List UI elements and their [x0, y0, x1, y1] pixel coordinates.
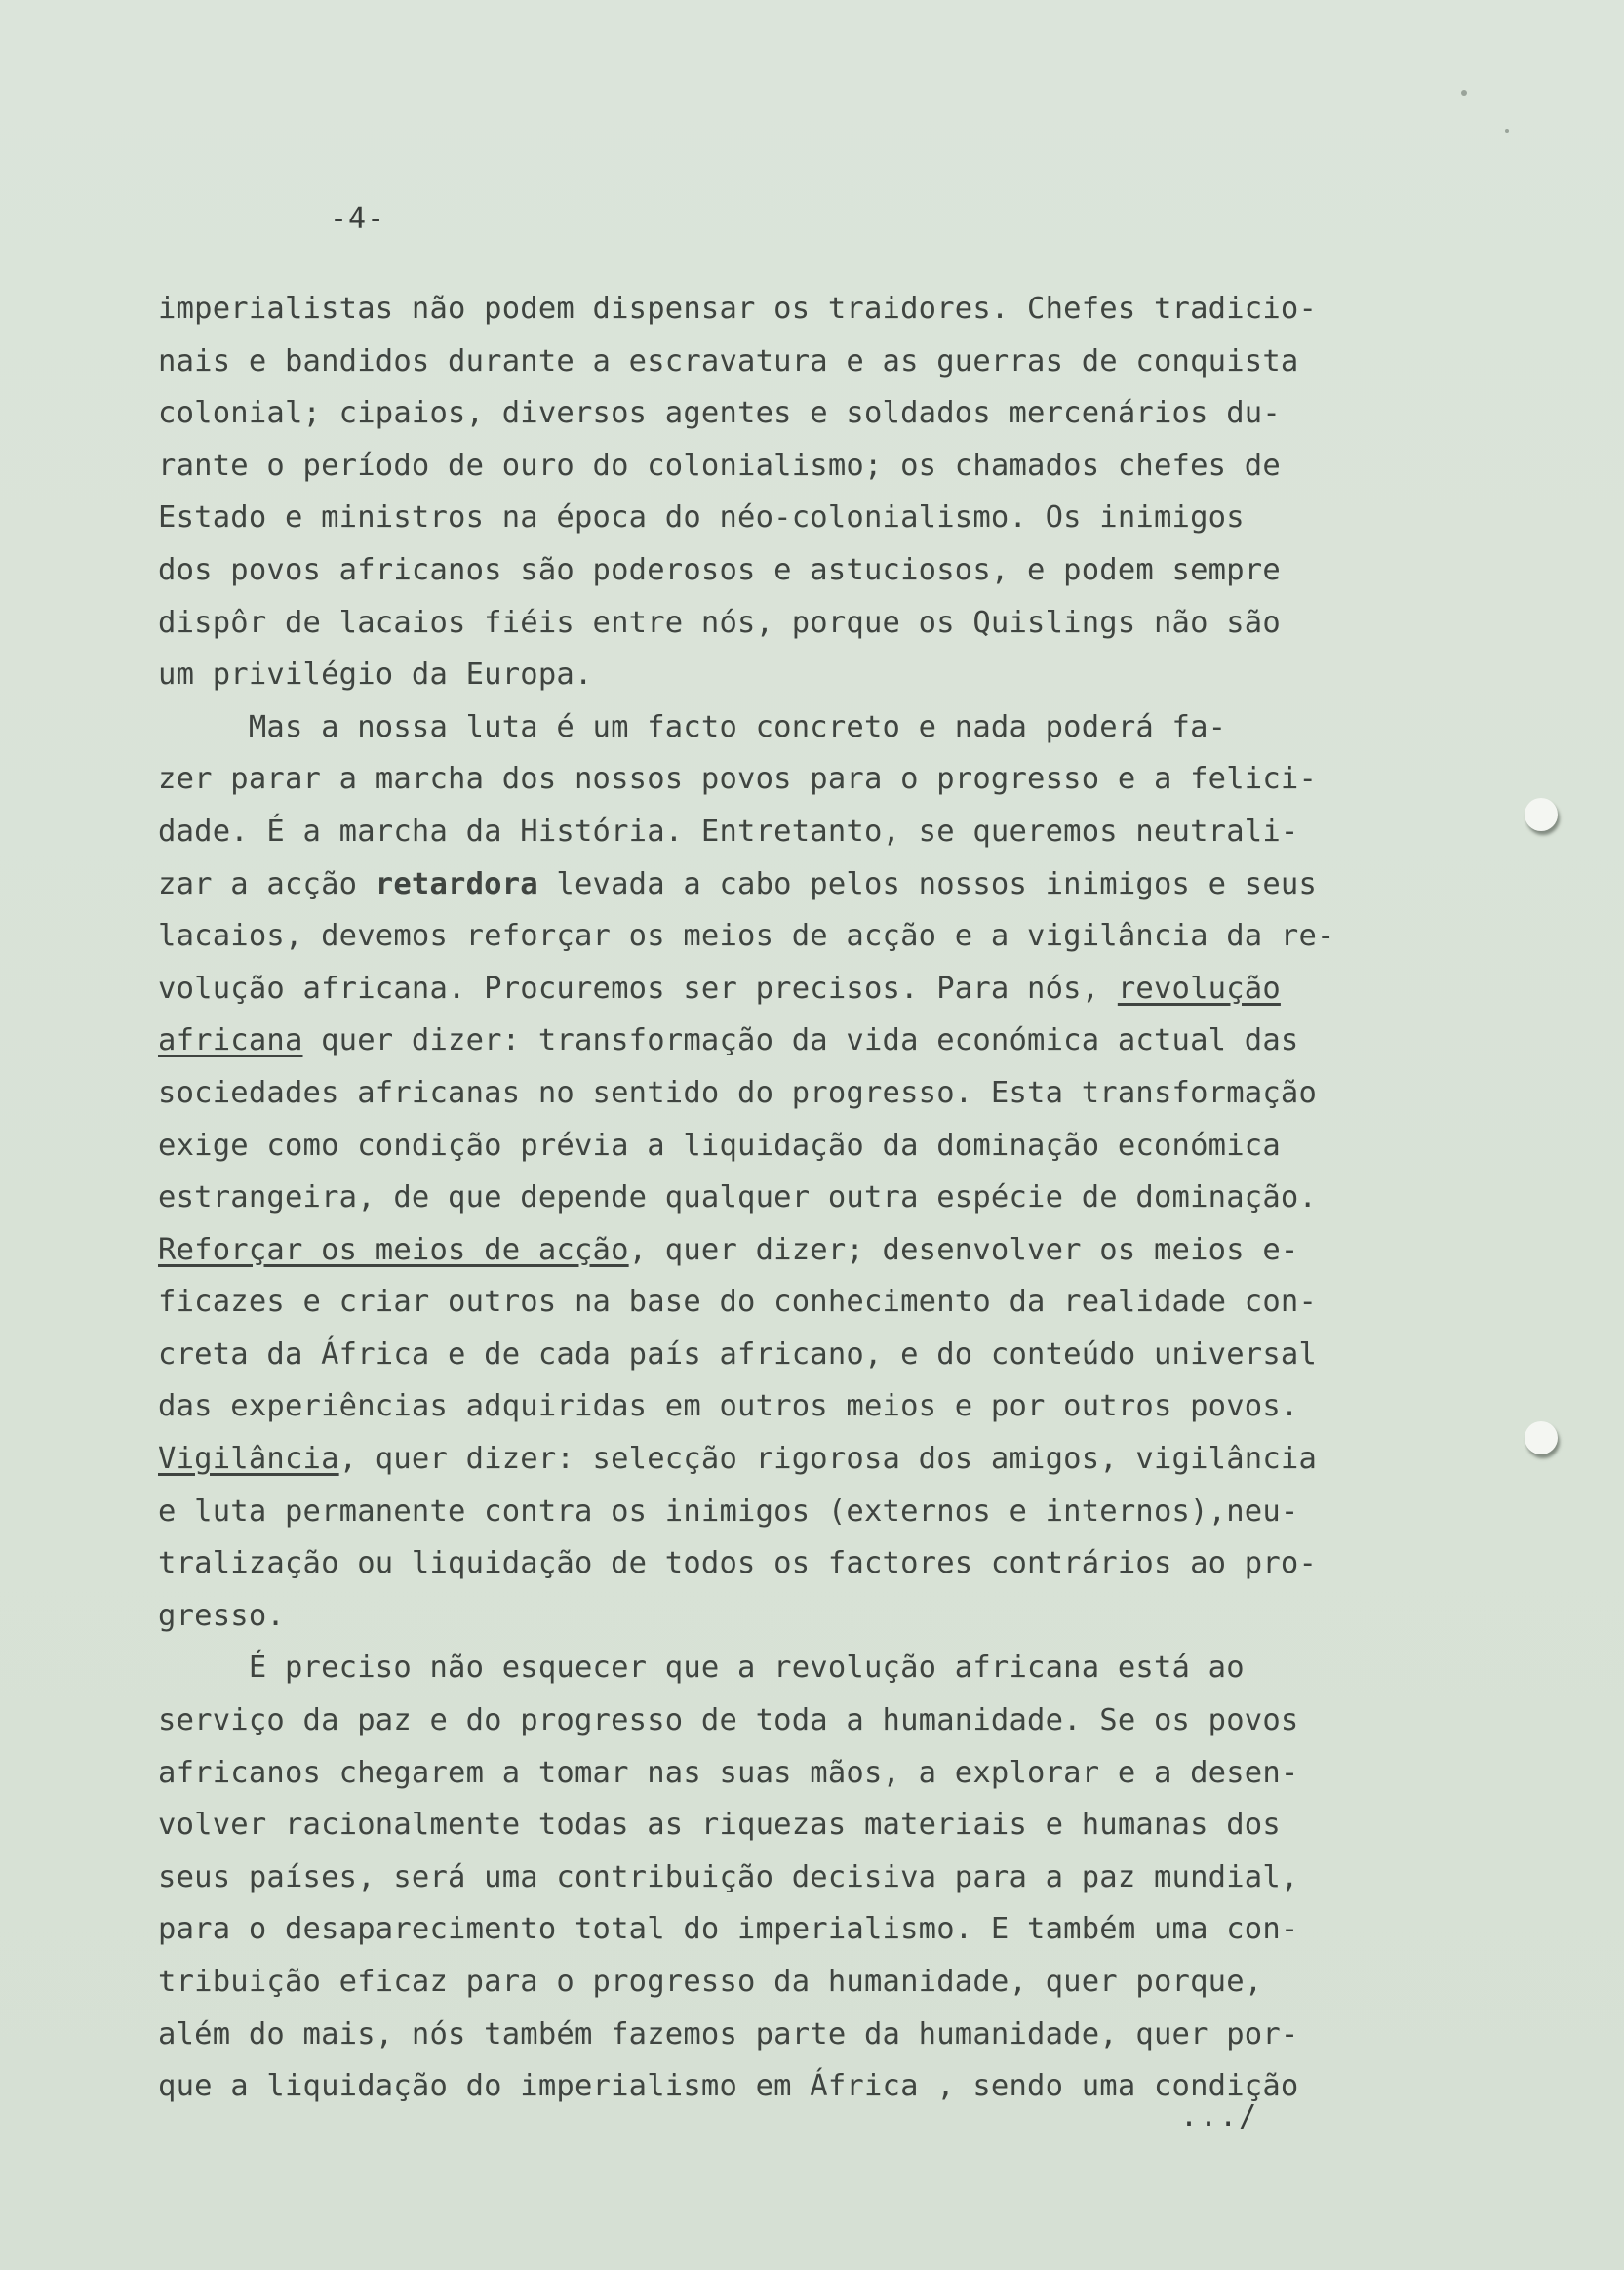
text-line: dade. É a marcha da História. Entretanto, se queremos neutrali-: [158, 814, 1299, 849]
paper-speck: [1505, 129, 1509, 133]
text-line: dispôr de lacaios fiéis entre nós, porque os Quislings não são: [158, 605, 1281, 640]
text-line: africanos chegarem a tomar nas suas mãos, a explorar e a desen-: [158, 1755, 1299, 1790]
text-line: nais e bandidos durante a escravatura e as guerras de conquista: [158, 343, 1299, 378]
text-line: Mas a nossa luta é um facto concreto e nada poderá fa-: [158, 709, 1227, 744]
text-line: das experiências adquiridas em outros meios e por outros povos.: [158, 1389, 1299, 1424]
underlined-term: Reforçar os meios de acção: [158, 1232, 629, 1267]
text-line: ficazes e criar outros na base do conhecimento da realidade con-: [158, 1285, 1318, 1320]
text-line: estrangeira, de que depende qualquer outra espécie de dominação.: [158, 1180, 1318, 1215]
text-line: tribuição eficaz para o progresso da humanidade, quer porque,: [158, 1965, 1263, 1999]
text-line: para o desaparecimento total do imperialismo. E também uma con-: [158, 1912, 1299, 1947]
text-line: sociedades africanas no sentido do progresso. Esta transformação: [158, 1075, 1318, 1110]
text-line: exige como condição prévia a liquidação da dominação económica: [158, 1128, 1281, 1163]
text-line: dos povos africanos são poderosos e astuciosos, e podem sempre: [158, 552, 1281, 587]
text-line: um privilégio da Europa.: [158, 657, 593, 693]
text-line: Vigilância, quer dizer: selecção rigorosa dos amigos, vigilância: [158, 1442, 1318, 1477]
paper-speck: [1461, 90, 1467, 96]
text-line: colonial; cipaios, diversos agentes e soldados mercenários du-: [158, 396, 1281, 431]
text-line: zer parar a marcha dos nossos povos para o progresso e a felici-: [158, 762, 1318, 797]
text-line: lacaios, devemos reforçar os meios de acção e a vigilância da re-: [158, 919, 1335, 954]
text-line: tralização ou liquidação de todos os factores contrários ao pro-: [158, 1546, 1318, 1581]
text-line: volução africana. Procuremos ser precisos. Para nós, revolução: [158, 971, 1281, 1006]
text-line: seus países, será uma contribuição decisiva para a paz mundial,: [158, 1859, 1299, 1894]
punch-hole: [1525, 1421, 1558, 1454]
text-line: zar a acção retardora levada a cabo pelos nossos inimigos e seus: [158, 866, 1318, 901]
punch-hole: [1525, 798, 1558, 831]
text-line: e luta permanente contra os inimigos (externos e internos),neu-: [158, 1493, 1299, 1529]
text-line: creta da África e de cada país africano, e do conteúdo universal: [158, 1336, 1318, 1372]
underlined-term: revolução: [1117, 971, 1281, 1006]
emphasis-bold: retardora: [375, 866, 538, 901]
text-line: serviço da paz e do progresso de toda a humanidade. Se os povos: [158, 1703, 1299, 1738]
underlined-term: Vigilância: [158, 1442, 339, 1477]
text-line: africana quer dizer: transformação da vida económica actual das: [158, 1023, 1299, 1058]
text-line: volver racionalmente todas as riquezas materiais e humanas dos: [158, 1808, 1281, 1843]
underlined-term: africana: [158, 1023, 303, 1058]
text-line: imperialistas não podem dispensar os traidores. Chefes tradicio-: [158, 292, 1318, 326]
continuation-mark: .../: [1180, 2099, 1259, 2133]
text-line: além do mais, nós também fazemos parte da humanidade, quer por-: [158, 2016, 1299, 2051]
text-line: rante o período de ouro do colonialismo; os chamados chefes de: [158, 448, 1281, 483]
text-line: gresso.: [158, 1598, 285, 1633]
page-number: -4-: [330, 202, 386, 236]
body-text: [158, 283, 1426, 2113]
text-line: É preciso não esquecer que a revolução africana está ao: [158, 1651, 1245, 1686]
text-line: que a liquidação do imperialismo em África , sendo uma condição: [158, 2069, 1299, 2104]
text-line: Estado e ministros na época do néo-colonialismo. Os inimigos: [158, 500, 1245, 536]
text-line: Reforçar os meios de acção, quer dizer; desenvolver os meios e-: [158, 1232, 1299, 1267]
